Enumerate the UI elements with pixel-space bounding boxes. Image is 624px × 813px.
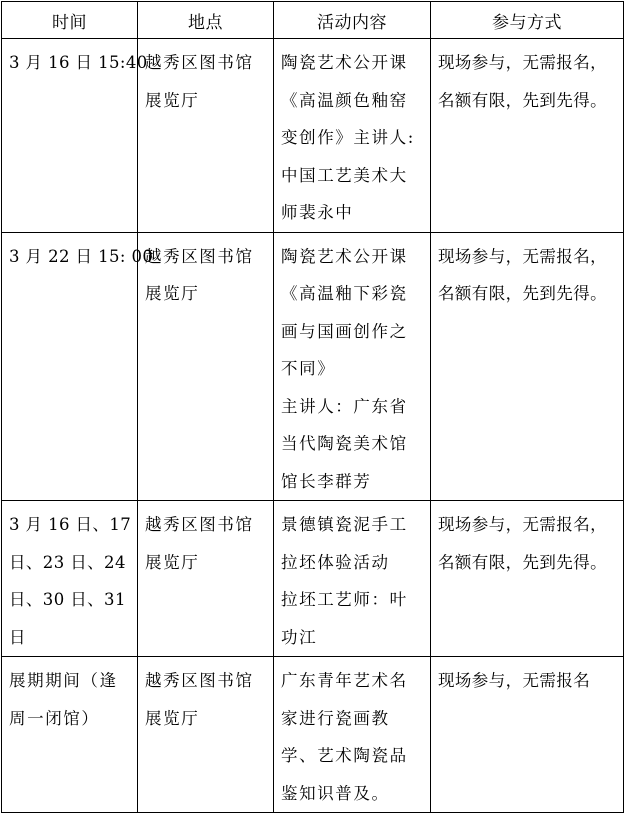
method-line: 名额有限，先到先得。 bbox=[438, 284, 607, 303]
place-line: 越秀区图书馆 bbox=[145, 671, 254, 690]
header-method: 参与方式 bbox=[431, 2, 624, 39]
content-line: 陶瓷艺术公开课 bbox=[281, 246, 408, 266]
place-line: 越秀区图书馆 bbox=[145, 53, 254, 72]
content-cell bbox=[274, 657, 431, 813]
header-content: 活动内容 bbox=[274, 2, 431, 39]
content-line: 师裴永中 bbox=[281, 203, 354, 222]
content-line: 功江 bbox=[281, 627, 318, 647]
time-line: 日、23 日、24 bbox=[9, 552, 126, 572]
content-line: 不同》 bbox=[281, 359, 336, 378]
table-row bbox=[2, 39, 624, 233]
content-line: 主讲人：广东省 bbox=[281, 396, 408, 416]
time-line: 展期期间（逢 bbox=[9, 671, 118, 690]
activity-schedule-table bbox=[1, 1, 624, 813]
table-row bbox=[2, 657, 624, 813]
table-header-row bbox=[2, 2, 624, 39]
content-line: 景德镇瓷泥手工 bbox=[281, 515, 408, 534]
time-line: 3 月 16 日 15:40 bbox=[9, 53, 148, 72]
content-line: 当代陶瓷美术馆 bbox=[281, 434, 408, 453]
time-cell bbox=[2, 657, 138, 813]
time-line: 日 bbox=[9, 627, 26, 647]
time-cell bbox=[2, 39, 148, 233]
content-line: 广东青年艺术名 bbox=[281, 671, 408, 690]
content-line: 《高温釉下彩瓷 bbox=[281, 284, 408, 303]
method-line: 现场参与，无需报名， bbox=[438, 515, 607, 534]
table-row bbox=[2, 501, 624, 657]
method-cell bbox=[431, 39, 624, 233]
content-cell bbox=[274, 501, 431, 657]
content-line: 拉坯工艺师：叶 bbox=[281, 590, 408, 609]
content-line: 馆长李群芳 bbox=[281, 471, 372, 491]
place-line: 越秀区图书馆 bbox=[145, 246, 254, 266]
place-line: 展览厅 bbox=[145, 552, 200, 572]
time-line: 日、30 日、31 bbox=[9, 590, 126, 609]
place-cell bbox=[138, 232, 274, 501]
content-line: 变创作》主讲人: bbox=[281, 128, 415, 147]
place-line: 展览厅 bbox=[145, 90, 200, 110]
header-time: 时间 bbox=[2, 2, 138, 39]
content-cell bbox=[274, 232, 431, 501]
time-cell bbox=[2, 501, 138, 657]
content-line: 学、艺术陶瓷品 bbox=[281, 746, 408, 765]
method-cell bbox=[431, 657, 624, 813]
header-place: 地点 bbox=[138, 2, 274, 39]
method-line: 名额有限，先到先得。 bbox=[438, 552, 607, 572]
content-line: 画与国画创作之 bbox=[281, 321, 408, 341]
place-cell bbox=[138, 501, 274, 657]
content-line: 拉坯体验活动 bbox=[281, 552, 390, 572]
content-cell bbox=[274, 39, 431, 233]
time-line: 周一闭馆） bbox=[9, 708, 100, 728]
place-line: 越秀区图书馆 bbox=[145, 515, 254, 534]
place-line: 展览厅 bbox=[145, 708, 200, 728]
method-line: 现场参与，无需报名， bbox=[438, 53, 607, 72]
time-line: 3 月 22 日 15: 00 bbox=[9, 246, 154, 266]
method-line: 名额有限，先到先得。 bbox=[438, 90, 607, 110]
method-cell bbox=[431, 232, 624, 501]
place-cell bbox=[138, 39, 274, 233]
place-cell bbox=[138, 657, 274, 813]
method-cell bbox=[431, 501, 624, 657]
content-line: 陶瓷艺术公开课 bbox=[281, 53, 408, 72]
method-line: 现场参与，无需报名， bbox=[438, 246, 607, 266]
content-line: 家进行瓷画教 bbox=[281, 708, 390, 728]
table-row bbox=[2, 232, 624, 501]
method-line: 现场参与，无需报名 bbox=[438, 671, 591, 690]
place-line: 展览厅 bbox=[145, 284, 200, 303]
time-line: 3 月 16 日、17 bbox=[9, 515, 132, 534]
time-cell bbox=[2, 232, 154, 501]
content-line: 《高温颜色釉窑 bbox=[281, 90, 408, 110]
content-line: 中国工艺美术大 bbox=[281, 165, 408, 185]
content-line: 鉴知识普及。 bbox=[281, 783, 390, 803]
